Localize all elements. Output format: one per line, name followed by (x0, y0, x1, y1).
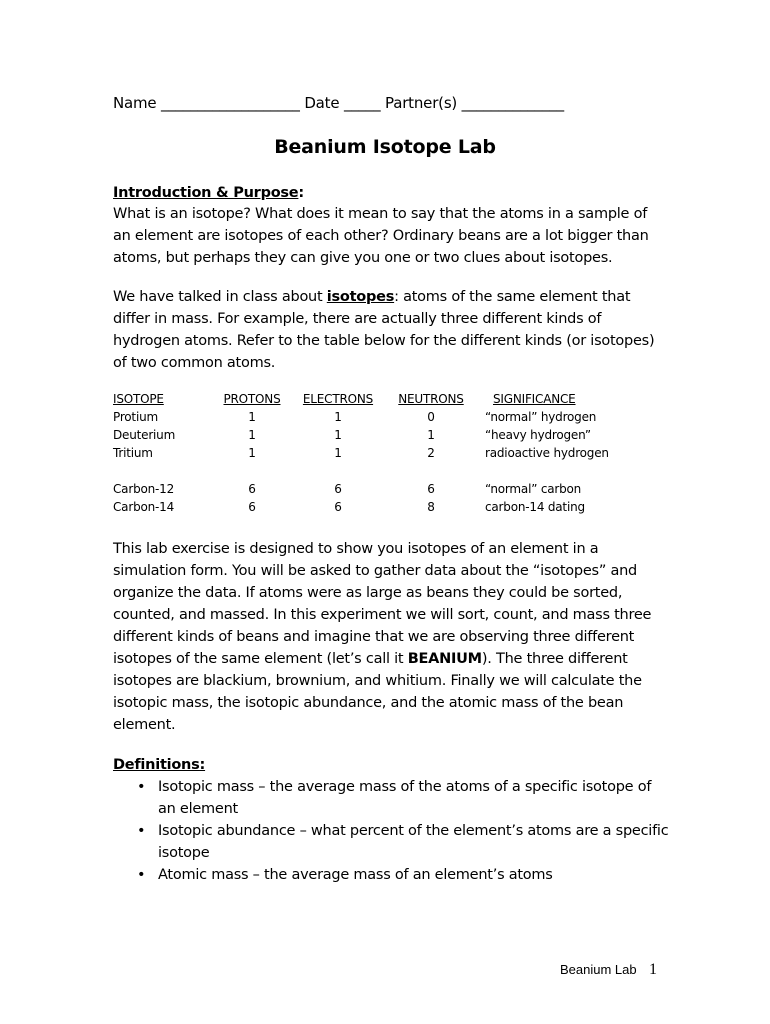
date-label: Date (304, 94, 340, 112)
cell-isotope: Carbon-12 (113, 482, 175, 496)
cell-electrons: 6 (334, 500, 342, 514)
p2-term: isotopes (326, 289, 395, 305)
cell-significance: carbon-14 dating (485, 500, 585, 514)
intro-heading (113, 182, 663, 204)
intro-paragraph-1: What is an isotope? What does it mean to say that the atoms in a sample of an element are isotopes of each other? Ordinary beans are a lot bigger than atoms, but perhaps they can give you one or two clues about isotopes. (113, 206, 649, 266)
cell-isotope: Carbon-14 (113, 500, 175, 514)
cell-neutrons: 1 (427, 428, 435, 442)
list-item (113, 776, 673, 820)
list-item (113, 864, 673, 886)
bullet-icon: • (137, 867, 146, 883)
date-blank: _____ (343, 94, 381, 112)
partner-label: Partner(s) (385, 94, 458, 112)
bullet-icon: • (137, 779, 146, 795)
cell-protons: 1 (248, 446, 256, 460)
definitions-heading (113, 754, 663, 776)
definitions-heading-text: Definitions (113, 757, 200, 773)
bullet-icon: • (137, 823, 146, 839)
header-neutrons: NEUTRONS (398, 392, 464, 406)
table-row (113, 426, 633, 444)
header-fields (113, 94, 673, 112)
cell-electrons: 1 (334, 410, 342, 424)
cell-neutrons: 6 (427, 482, 435, 496)
table-row (113, 444, 633, 462)
definition-text: Atomic mass – the average mass of an element’s atoms (158, 867, 553, 883)
partner-blank: ______________ (461, 94, 564, 112)
cell-isotope: Deuterium (113, 428, 176, 442)
list-item (113, 820, 673, 864)
cell-significance: radioactive hydrogen (485, 446, 609, 460)
name-blank: ___________________ (161, 94, 300, 112)
cell-electrons: 6 (334, 482, 342, 496)
intro-heading-colon: : (298, 185, 304, 201)
cell-protons: 6 (248, 500, 256, 514)
cell-protons: 1 (248, 410, 256, 424)
table-header-row (113, 390, 633, 408)
table-row (113, 480, 633, 498)
cell-significance: “normal” hydrogen (485, 410, 597, 424)
cell-significance: “heavy hydrogen” (485, 428, 591, 442)
p2-before: We have talked in class about (113, 289, 327, 305)
cell-protons: 6 (248, 482, 256, 496)
lab-paragraph (113, 538, 663, 736)
p3-term: BEANIUM (407, 651, 482, 667)
header-isotope: ISOTOPE (113, 392, 164, 406)
table-row (113, 498, 633, 516)
p2-after: : atoms of the same element that differ in mass. For example, there are actually three different kinds of hydrogen atoms. Refer to the table below for the different kinds (or isotopes) of two common atoms. (113, 289, 655, 371)
cell-protons: 1 (248, 428, 256, 442)
name-label: Name (113, 94, 157, 112)
table-spacer (113, 462, 633, 480)
cell-neutrons: 0 (427, 410, 435, 424)
intro-paragraph-2 (113, 286, 663, 374)
definition-text: Isotopic mass – the average mass of the atoms of a specific isotope of an element (158, 779, 652, 817)
page-title: Beanium Isotope Lab (274, 136, 496, 158)
p3-after: ). The three different isotopes are blackium, brownium, and whitium. Finally we will calculate the isotopic mass, the isotopic abundance, and the atomic mass of the bean element. (113, 651, 642, 733)
cell-neutrons: 2 (427, 446, 435, 460)
header-electrons: ELECTRONS (302, 392, 374, 406)
table-row (113, 408, 633, 426)
header-protons: PROTONS (223, 392, 281, 406)
definitions-list (113, 776, 673, 886)
definition-text: Isotopic abundance – what percent of the element’s atoms are a specific isotope (158, 823, 669, 861)
cell-neutrons: 8 (427, 500, 435, 514)
isotope-table (113, 390, 633, 516)
definitions-heading-colon: : (199, 757, 206, 773)
footer-label: Beanium Lab (560, 962, 637, 977)
cell-electrons: 1 (334, 446, 342, 460)
header-significance: SIGNIFICANCE (493, 392, 576, 406)
cell-electrons: 1 (334, 428, 342, 442)
cell-isotope: Tritium (113, 446, 153, 460)
intro-heading-text: Introduction & Purpose (113, 185, 299, 201)
page-number: 1 (649, 961, 657, 978)
p3-before: This lab exercise is designed to show you isotopes of an element in a simulation form. You will be asked to gather data about the “isotopes” and organize the data. If atoms were as large as beans they could be sorted, counted, and massed. In this experiment we will sort, count, and mass three different kinds of beans and imagine that we are observing three different isotopes of the same element (let’s call it (113, 541, 652, 667)
cell-significance: “normal” carbon (485, 482, 582, 496)
cell-isotope: Protium (113, 410, 158, 424)
